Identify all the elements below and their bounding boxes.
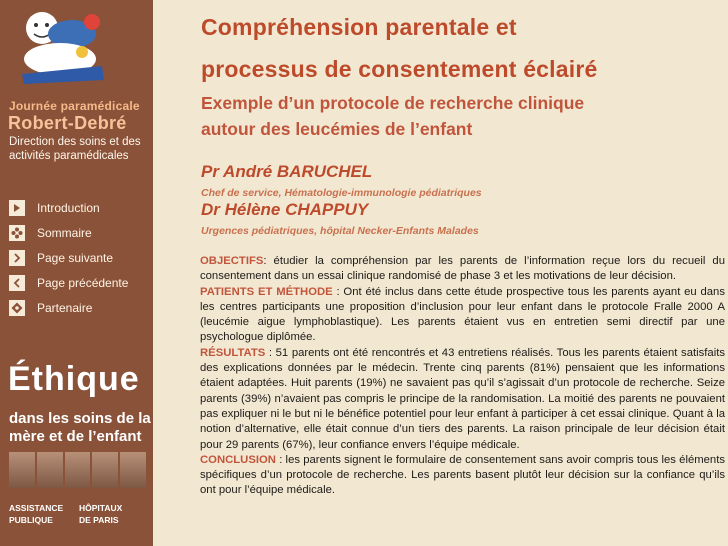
nav-item-introduction[interactable] (9, 198, 149, 217)
tagline-line-2: mère et de l’enfant (9, 428, 142, 445)
photo (92, 452, 118, 488)
nav-label: Page suivante (37, 250, 114, 265)
hopitaux-de-paris-logo (79, 502, 122, 526)
arrow-left-icon (9, 275, 25, 291)
tagline-line-1: dans les soins de la (9, 410, 151, 427)
nav-label: Sommaire (37, 225, 92, 240)
affiliation-1: Chef de service, Hématologie-immunologie pédiatriques (201, 187, 482, 199)
sidebar (0, 0, 153, 546)
event-title: Journée paramédicale (9, 99, 140, 113)
subtitle-line-2: autour des leucémies de l’enfant (201, 119, 473, 139)
section-text: : 51 parents ont été rencontrés et 43 entretiens réalisés. Tous les parents étaient satisfaits des explications données par le médecin. Trente cinq parents (81%) pensaient que les informations étaient adaptées. Huit parents (19%) ne savaient pas qu’il s’agissait d’un protocole de recherche. Seize parents (39%) n’avaient pas compris le principe de la randomisation. La moitié des parents ne pouvaient pas expliquer ni le but ni le bénéfice potentiel pour leur enfant à participer à cet essai clinique. Quant à la notion d’alternative, elle était connue d’un tiers des parents. La raison principale de leur décision était pour 29 parents (67%), leur confiance envers l’équipe médicale. (200, 346, 725, 451)
assistance-publique-logo (9, 502, 63, 526)
photo (9, 452, 35, 488)
event-name: Robert-Debré (8, 113, 127, 133)
nav-item-partenaire[interactable] (9, 298, 149, 317)
section-label: CONCLUSION (200, 453, 276, 466)
flower-icon (9, 225, 25, 241)
author-1: Pr André BARUCHEL (201, 162, 373, 181)
section-objectifs (200, 254, 725, 285)
photo (65, 452, 91, 488)
event-line-1: Direction des soins et des (9, 136, 141, 148)
section-resultats (200, 346, 725, 453)
section-text: : étudier la compréhension par les parents de l’information reçue lors du recueil du consentement dans un essai clinique randomisé de phase 3 et les motivations de leur décision. (200, 255, 725, 283)
sidebar-nav (9, 198, 149, 323)
section-patients-methode (200, 285, 725, 346)
photo-strip (9, 452, 146, 488)
section-text: : les parents signent le formulaire de consentement sans avoir compris tous les éléments spécifiques d’un protocole de recherche. Les parents basent plutôt leur décision sur la confiance qu’ils ont pour l’équipe médicale. (200, 453, 725, 497)
section-conclusion (200, 453, 725, 499)
main-content (153, 0, 728, 546)
event-line-2: activités paramédicales (9, 150, 129, 162)
logo-text: PUBLIQUE (9, 515, 53, 525)
arrow-right-icon (9, 200, 25, 216)
nav-label: Page précédente (37, 275, 129, 290)
photo (37, 452, 63, 488)
author-2: Dr Hélène CHAPPUY (201, 200, 369, 219)
logo-text: HÔPITAUX (79, 503, 123, 513)
ethique-heading: Éthique (8, 360, 140, 398)
arrow-right-icon (9, 250, 25, 266)
affiliation-2: Urgences pédiatriques, hôpital Necker-Enfants Malades (201, 225, 479, 237)
section-label: PATIENTS ET MÉTHODE (200, 285, 333, 298)
section-label: OBJECTIFS (200, 255, 264, 267)
nav-item-page-suivante[interactable] (9, 248, 149, 267)
page-title-line-1: Compréhension parentale et (201, 14, 517, 40)
logo-text: ASSISTANCE (9, 503, 64, 513)
partner-logos (9, 500, 149, 540)
photo (120, 452, 146, 488)
nav-label: Partenaire (37, 300, 93, 315)
nav-label: Introduction (37, 200, 100, 215)
logo-text: DE PARIS (79, 515, 119, 525)
section-text: : Ont été inclus dans cette étude prospective tous les parents ayant eu dans les centres participants une proposition d’inclusion pour leur enfant dans le protocole Fralle 2000 A (leucémie aigue lymphoblastique). Les parents étaient vus en entretien semi directif par une psychologue diplômée. (200, 285, 725, 344)
subtitle-line-1: Exemple d’un protocole de recherche clinique (201, 93, 585, 113)
nav-item-page-precedente[interactable] (9, 273, 149, 292)
page-title-line-2: processus de consentement éclairé (201, 56, 598, 82)
section-label: RÉSULTATS (200, 346, 266, 359)
abstract-body (200, 254, 725, 499)
event-logo (12, 4, 116, 88)
nav-item-sommaire[interactable] (9, 223, 149, 242)
diamond-icon (9, 300, 25, 316)
